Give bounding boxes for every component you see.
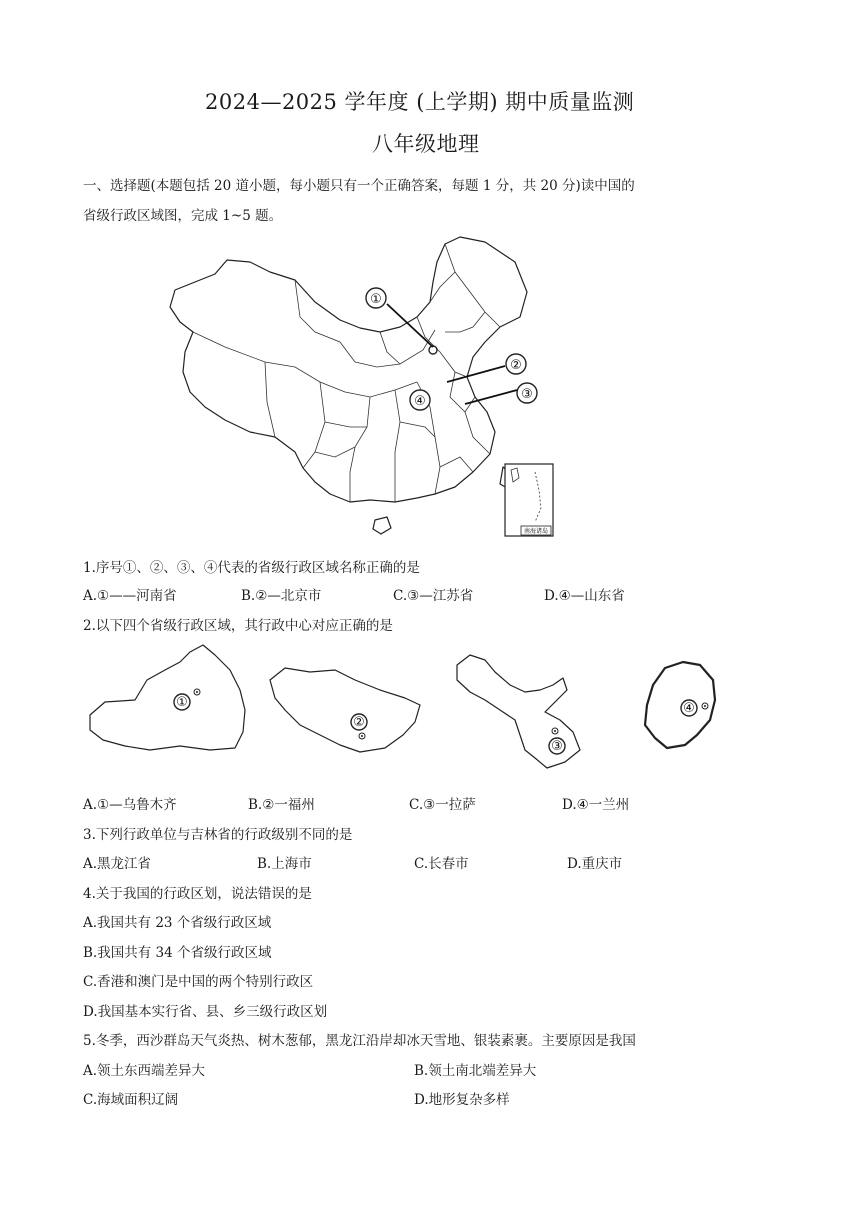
beijing-mark [429, 346, 437, 354]
south-china-sea-inset [505, 464, 553, 536]
question-3-stem: 3.下列行政单位与吉林省的行政级别不同的是 [83, 827, 353, 843]
leader-line-2 [447, 366, 505, 382]
shape-marker-2 [351, 714, 367, 730]
svg-text:③: ③ [521, 387, 533, 402]
q5-option-a[interactable]: A.领土东西端差异大 [83, 1063, 206, 1079]
q2-option-a[interactable]: A.①—乌鲁木齐 [83, 797, 177, 813]
q4-option-c[interactable]: C.香港和澳门是中国的两个特别行政区 [83, 974, 314, 990]
q5-option-d[interactable]: D.地形复杂多样 [414, 1092, 510, 1108]
svg-text:④: ④ [414, 394, 426, 409]
q1-option-a[interactable]: A.①——河南省 [83, 588, 177, 604]
province-shape-2 [270, 668, 420, 752]
map-marker-4 [410, 390, 430, 410]
province-shape-1 [90, 645, 245, 750]
china-outline [170, 237, 527, 502]
question-4-stem: 4.关于我国的行政区划，说法错误的是 [83, 886, 312, 902]
page-title: 2024—2025 学年度 (上学期) 期中质量监测 [205, 90, 635, 114]
q4-option-a[interactable]: A.我国共有 23 个省级行政区域 [83, 915, 272, 931]
q1-option-c[interactable]: C.③—江苏省 [393, 588, 474, 604]
province-shapes-figure [85, 640, 725, 780]
shape-marker-3 [549, 738, 565, 754]
svg-text:②: ② [510, 358, 522, 373]
svg-text:②: ② [353, 715, 365, 730]
svg-text:①: ① [176, 695, 188, 710]
section-intro-line1: 一、选择题(本题包括 20 道小题，每小题只有一个正确答案，每题 1 分，共 20 分)读中国的 [83, 178, 635, 194]
svg-text:南海诸岛: 南海诸岛 [523, 528, 549, 535]
question-1-stem: 1.序号①、②、③、④代表的省级行政区域名称正确的是 [83, 560, 420, 576]
shape-marker-4 [681, 700, 697, 716]
q4-option-d[interactable]: D.我国基本实行省、县、乡三级行政区划 [83, 1004, 328, 1020]
q3-option-b[interactable]: B.上海市 [257, 856, 312, 872]
q3-option-c[interactable]: C.长春市 [414, 856, 469, 872]
q3-option-d[interactable]: D.重庆市 [567, 856, 623, 872]
q5-option-c[interactable]: C.海域面积辽阔 [83, 1092, 179, 1108]
question-5-stem: 5.冬季，西沙群岛天气炎热、树木葱郁，黑龙江沿岸却冰天雪地、银装素裹。主要原因是我国 [83, 1033, 636, 1049]
q1-option-d[interactable]: D.④—山东省 [544, 588, 625, 604]
question-2-stem: 2.以下四个省级行政区域，其行政中心对应正确的是 [83, 618, 393, 634]
leader-line-1 [387, 304, 433, 347]
section-intro-line2: 省级行政区域图，完成 1~5 题。 [83, 208, 283, 224]
q5-option-b[interactable]: B.领土南北端差异大 [414, 1063, 537, 1079]
q2-option-b[interactable]: B.②一福州 [248, 797, 315, 813]
q1-option-b[interactable]: B.②—北京市 [241, 588, 322, 604]
q2-option-d[interactable]: D.④一兰州 [562, 797, 630, 813]
china-province-map [155, 232, 575, 542]
svg-text:③: ③ [551, 739, 563, 754]
svg-text:④: ④ [683, 701, 695, 716]
hainan-island [373, 517, 391, 534]
province-shape-4 [645, 662, 715, 748]
map-marker-3 [517, 383, 537, 403]
page-subtitle: 八年级地理 [372, 132, 480, 156]
svg-text:①: ① [370, 292, 382, 307]
map-marker-1 [366, 288, 386, 308]
q4-option-b[interactable]: B.我国共有 34 个省级行政区域 [83, 945, 272, 961]
q2-option-c[interactable]: C.③一拉萨 [409, 797, 476, 813]
shape-marker-1 [174, 694, 190, 710]
q3-option-a[interactable]: A.黑龙江省 [83, 856, 152, 872]
map-marker-2 [506, 354, 526, 374]
